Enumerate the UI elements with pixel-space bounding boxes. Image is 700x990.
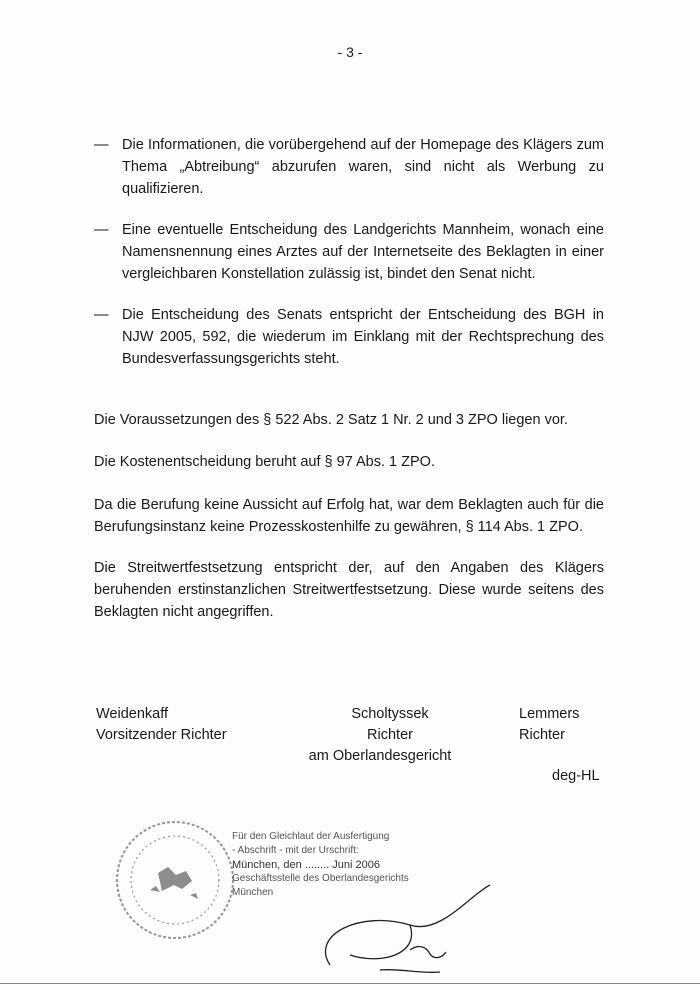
bullet-dash: — <box>94 137 109 153</box>
signature-block-judge <box>280 704 480 767</box>
certification-line: München <box>232 887 274 898</box>
judge-title: Richter <box>367 727 413 743</box>
certification-date: München, den ........ Juni 2006 <box>232 859 380 871</box>
bullet-dash: — <box>94 222 109 238</box>
paragraph: Die Kostenentscheidung beruht auf § 97 Abs. 1 ZPO. <box>94 454 435 470</box>
signature-block-judge <box>519 704 579 746</box>
page-number: - 3 - <box>337 44 363 60</box>
bullet-item <box>94 304 604 370</box>
signature-block-presiding-judge <box>96 704 227 746</box>
judge-title: Richter <box>519 727 565 743</box>
paragraph: Da die Berufung keine Aussicht auf Erfolg hat, war dem Beklagten auch für die Berufungsinstanz keine Prozesskostenhilfe zu gewähren, § 114 Abs. 1 ZPO. <box>94 497 604 535</box>
reference-code: deg-HL <box>552 768 600 784</box>
bullet-dash: — <box>94 307 109 323</box>
bullet-item <box>94 134 604 200</box>
judge-title: Vorsitzender Richter <box>96 727 227 743</box>
judge-court: am Oberlandesgericht <box>308 748 452 764</box>
bullet-item <box>94 219 604 285</box>
certification-line: Geschäftsstelle des Oberlandesgerichts <box>232 873 409 884</box>
paragraph: Die Voraussetzungen des § 522 Abs. 2 Satz 1 Nr. 2 und 3 ZPO liegen vor. <box>94 412 568 428</box>
judge-name: Scholtyssek <box>351 706 429 722</box>
paragraph: Die Streitwertfestsetzung entspricht der, auf den Angaben des Klägers beruhenden erstinstanzlichen Streitwertfestsetzung. Diese wurde seitens des Beklagten nicht angegriffen. <box>94 560 604 620</box>
page-bottom-rule <box>0 983 700 984</box>
judge-name: Lemmers <box>519 706 580 722</box>
certification-line: - Abschrift - mit der Urschrift: <box>232 845 359 856</box>
certification-line: Für den Gleichlaut der Ausfertigung <box>232 831 390 842</box>
certification-stamp <box>232 830 409 900</box>
judge-name: Weidenkaff <box>96 706 169 722</box>
bullet-text: Eine eventuelle Entscheidung des Landgerichts Mannheim, wonach eine Namensnennung eines Arztes auf der Internetseite des Beklagten in einer vergleichbaren Konstellation zulässig ist, bindet den Senat nicht. <box>122 222 604 282</box>
bullet-text: Die Entscheidung des Senats entspricht der Entscheidung des BGH in NJW 2005, 592, die wiederum im Einklang mit der Rechtsprechung des Bundesverfassungsgerichts steht. <box>122 307 604 367</box>
court-seal-icon <box>117 822 233 938</box>
bullet-text: Die Informationen, die vorübergehend auf der Homepage des Klägers zum Thema „Abtreibung“ abzurufen waren, sind nicht als Werbung zu qualifizieren. <box>122 137 604 197</box>
